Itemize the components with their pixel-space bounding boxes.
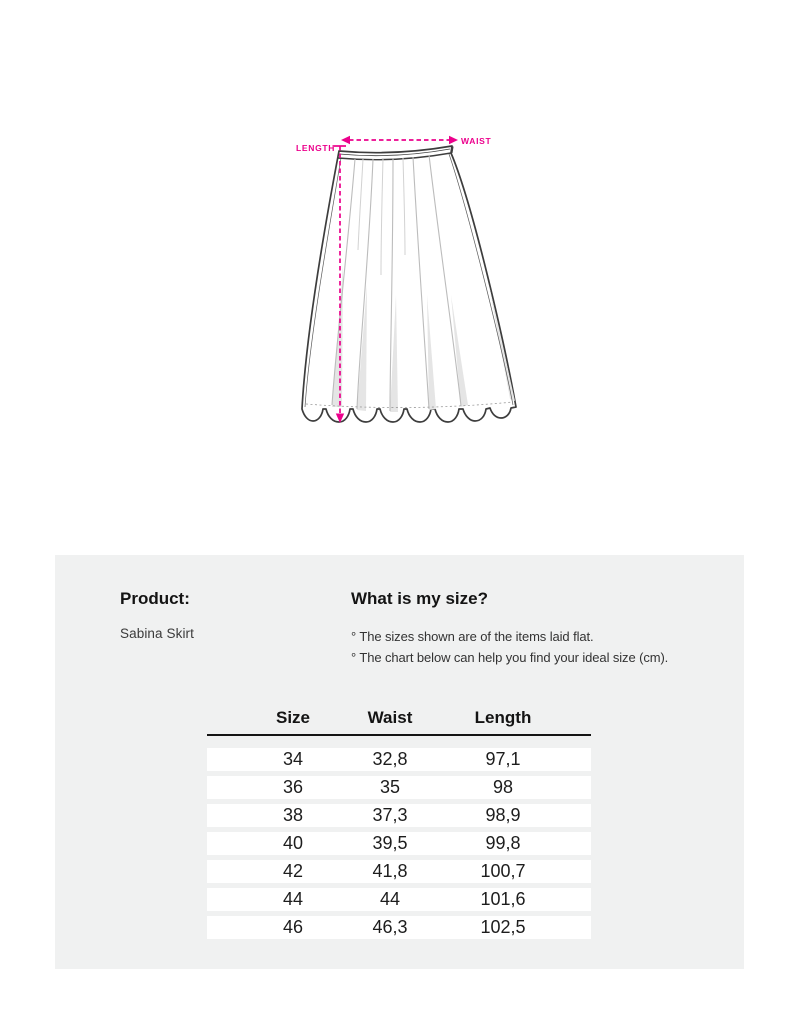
table-row [207, 832, 591, 855]
cell-length: 97,1 [485, 749, 521, 769]
cell-waist: 37,3 [372, 805, 408, 825]
waist-arrowhead-right [449, 136, 458, 144]
cell-length: 102,5 [480, 917, 526, 937]
size-table [207, 705, 591, 944]
product-heading: Product: [120, 589, 190, 608]
cell-length: 99,8 [485, 833, 521, 853]
table-row [207, 888, 591, 911]
cell-waist: 46,3 [372, 917, 408, 937]
table-row [207, 860, 591, 883]
column-header-waist: Waist [367, 708, 413, 727]
table-header [207, 705, 591, 736]
table-row [207, 916, 591, 939]
waist-label: WAIST [461, 136, 492, 146]
waist-arrowhead-left [341, 136, 350, 144]
cell-size: 38 [282, 805, 304, 825]
column-header-length: Length [474, 708, 532, 727]
cell-waist: 32,8 [372, 749, 408, 769]
product-name: Sabina Skirt [120, 626, 194, 641]
size-heading: What is my size? [351, 589, 488, 608]
size-note-flat: ° The sizes shown are of the items laid flat. [351, 629, 594, 644]
table-row [207, 776, 591, 799]
size-notes [351, 626, 668, 668]
cell-length: 98,9 [485, 805, 521, 825]
column-header-size: Size [275, 708, 311, 727]
table-body [207, 736, 591, 939]
cell-waist: 44 [379, 889, 401, 909]
skirt-sketch [293, 125, 525, 430]
cell-waist: 41,8 [372, 861, 408, 881]
skirt-figure [293, 125, 525, 430]
length-label: LENGTH [296, 143, 336, 153]
cell-size: 34 [282, 749, 304, 769]
cell-size: 46 [282, 917, 304, 937]
cell-length: 100,7 [480, 861, 526, 881]
cell-length: 98 [492, 777, 514, 797]
table-row [207, 804, 591, 827]
table-row [207, 748, 591, 771]
cell-waist: 39,5 [372, 833, 408, 853]
info-panel [55, 555, 744, 969]
cell-size: 44 [282, 889, 304, 909]
size-note-chart: ° The chart below can help you find your ideal size (cm). [351, 650, 669, 665]
cell-length: 101,6 [480, 889, 526, 909]
cell-size: 42 [282, 861, 304, 881]
cell-waist: 35 [379, 777, 401, 797]
cell-size: 40 [282, 833, 304, 853]
cell-size: 36 [282, 777, 304, 797]
